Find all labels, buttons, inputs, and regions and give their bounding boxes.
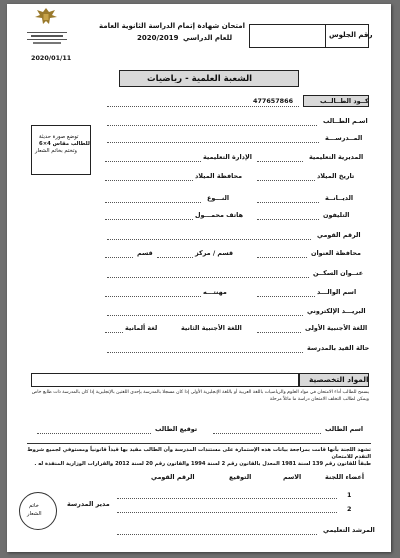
seat-divider xyxy=(325,24,326,48)
second-language-value: لغة ألمانية xyxy=(125,324,158,332)
exam-language-note: يسمح للطالب أداء الامتحان في مواد العلوم والرياضيات باللغة العربية أو باللغة الإنجليزية الأولى إذا كان مسجلا بالمدرسة بإحدى اللغتين بالإنجليزية إذا كان بالمدرسة ذات طابع خاص ويمكن لطالب التخلف الامتحان دراسة ما ماثلاً مرحلة xyxy=(31,390,369,402)
national-id-line[interactable] xyxy=(107,239,311,240)
birth-gov-label: محافظة الميلاد xyxy=(195,172,243,180)
photo-instruction-1: توضع صورة حديثة xyxy=(39,134,79,140)
birth-date-line[interactable] xyxy=(257,180,315,181)
admin-line[interactable] xyxy=(105,161,201,162)
student-signature-line[interactable] xyxy=(37,433,151,434)
admin-label: الإدارة التعليمية xyxy=(203,153,252,161)
birth-gov-line[interactable] xyxy=(105,180,193,181)
profession-label: مهنتـــه xyxy=(203,288,227,296)
committee-row-2: 2 xyxy=(347,505,352,513)
committee-row-1: 1 xyxy=(347,491,352,499)
seat-number-label: رقم الجلوس xyxy=(329,31,373,39)
exam-date: 2020/01/11 xyxy=(31,54,72,62)
address-gov-label: محافظة العنوان xyxy=(311,249,361,257)
gender-label: النـــوع xyxy=(207,194,230,202)
directorate-label: المديرية التعليمية xyxy=(309,153,364,161)
committee-national-id-col: الرقم القومي xyxy=(151,473,195,481)
profession-line[interactable] xyxy=(105,296,201,297)
educational-advisor-line[interactable] xyxy=(117,534,317,535)
student-name-label: اسـم الطــالب xyxy=(323,117,368,125)
second-language-line[interactable] xyxy=(105,332,123,333)
religion-line[interactable] xyxy=(257,202,319,203)
school-label: المــدرســـة xyxy=(325,134,363,142)
student-code-line xyxy=(107,106,299,107)
student-code-value: 477657866 xyxy=(253,97,294,105)
email-label: البريـــد الإلكتروني xyxy=(307,307,366,315)
academic-year: 2020/2019 xyxy=(137,34,179,42)
egypt-eagle-icon xyxy=(33,6,59,28)
committee-row-1-line[interactable] xyxy=(117,498,337,499)
school-line[interactable] xyxy=(107,142,319,143)
committee-name-col: الاسم xyxy=(283,473,302,481)
enrollment-status-label: حالة القيد بالمدرسة xyxy=(307,344,370,352)
year-label: للعام الدراسي xyxy=(183,34,233,42)
phone-line[interactable] xyxy=(257,219,319,220)
district-line[interactable] xyxy=(157,257,193,258)
stamp-label-1: خاتم xyxy=(29,503,39,509)
national-id-label: الرقم القومي xyxy=(317,231,361,239)
district-short-line[interactable] xyxy=(105,257,133,258)
stamp-label-2: الشعار xyxy=(27,511,42,517)
student-name-sign-line[interactable] xyxy=(213,433,321,434)
birth-date-label: تاريخ الميلاد xyxy=(317,172,355,180)
form-page xyxy=(7,4,391,552)
religion-label: الديــانــة xyxy=(325,194,354,202)
specialized-label: المواد التخصصية xyxy=(309,375,369,384)
address-gov-line[interactable] xyxy=(257,257,307,258)
district-short-label: قسم xyxy=(137,249,153,257)
student-name-sign-label: اسم الطالب xyxy=(325,425,364,433)
educational-advisor-label: المرشد التعليمي xyxy=(323,526,375,534)
committee-members-label: أعضاء اللجنة xyxy=(325,473,365,481)
gender-line[interactable] xyxy=(105,202,201,203)
committee-sign-col: التوقيع xyxy=(229,473,252,481)
second-language-label: اللغة الأجنبية الثانية xyxy=(181,324,242,332)
specialized-subjects-box[interactable] xyxy=(31,373,299,387)
exam-title: امتحان شهادة إتمام الدراسة الثانوية العامة xyxy=(99,22,245,30)
father-name-label: اسم الوالـــد xyxy=(317,288,357,296)
ministry-logo-lines xyxy=(27,30,67,48)
first-language-line[interactable] xyxy=(257,332,301,333)
email-line[interactable] xyxy=(107,315,303,316)
student-signature-label: توقيع الطالب xyxy=(155,425,198,433)
address-label: عنــوان السكــن xyxy=(313,269,364,277)
student-code-label: كــود الطــالــب xyxy=(320,97,369,105)
certification-text: تشهد اللجنة بأنها قامت بمراجعة بيانات هذه الإستمارة على مستندات المدرسة وأن الطالب مقيد بها قيداً قانونياً ومستوفي لجميع شروط التقدم للامتحان طبقاً للقانون رقم 139 لسنة 1981 المعدل بالقانون رقم 2 لسنة 1994 والقانون رقم 20 لسنة 2012 والقرارات الوزارية المنفذة له . xyxy=(27,447,371,467)
committee-row-2-line[interactable] xyxy=(117,512,337,513)
school-principal-label: مدير المدرسة xyxy=(67,500,110,508)
phone-label: التليفون xyxy=(323,211,350,219)
father-name-line[interactable] xyxy=(257,296,315,297)
photo-instruction-3: وتختم بخاتم الشعار xyxy=(35,148,77,154)
photo-instruction-2: للطالب مقاس 4×6 xyxy=(39,141,90,147)
mobile-line[interactable] xyxy=(105,219,193,220)
mobile-label: هاتف محمـــول xyxy=(195,211,244,219)
certify-divider xyxy=(27,443,371,444)
branch-title: الشعبة العلمية - رياضيات xyxy=(147,74,253,84)
directorate-line[interactable] xyxy=(257,161,303,162)
student-name-line[interactable] xyxy=(107,125,317,126)
address-line[interactable] xyxy=(107,277,309,278)
district-label: قسم / مركز xyxy=(195,249,234,257)
enrollment-status-line[interactable] xyxy=(107,352,303,353)
first-language-label: اللغة الأجنبية الأولى xyxy=(305,324,368,332)
